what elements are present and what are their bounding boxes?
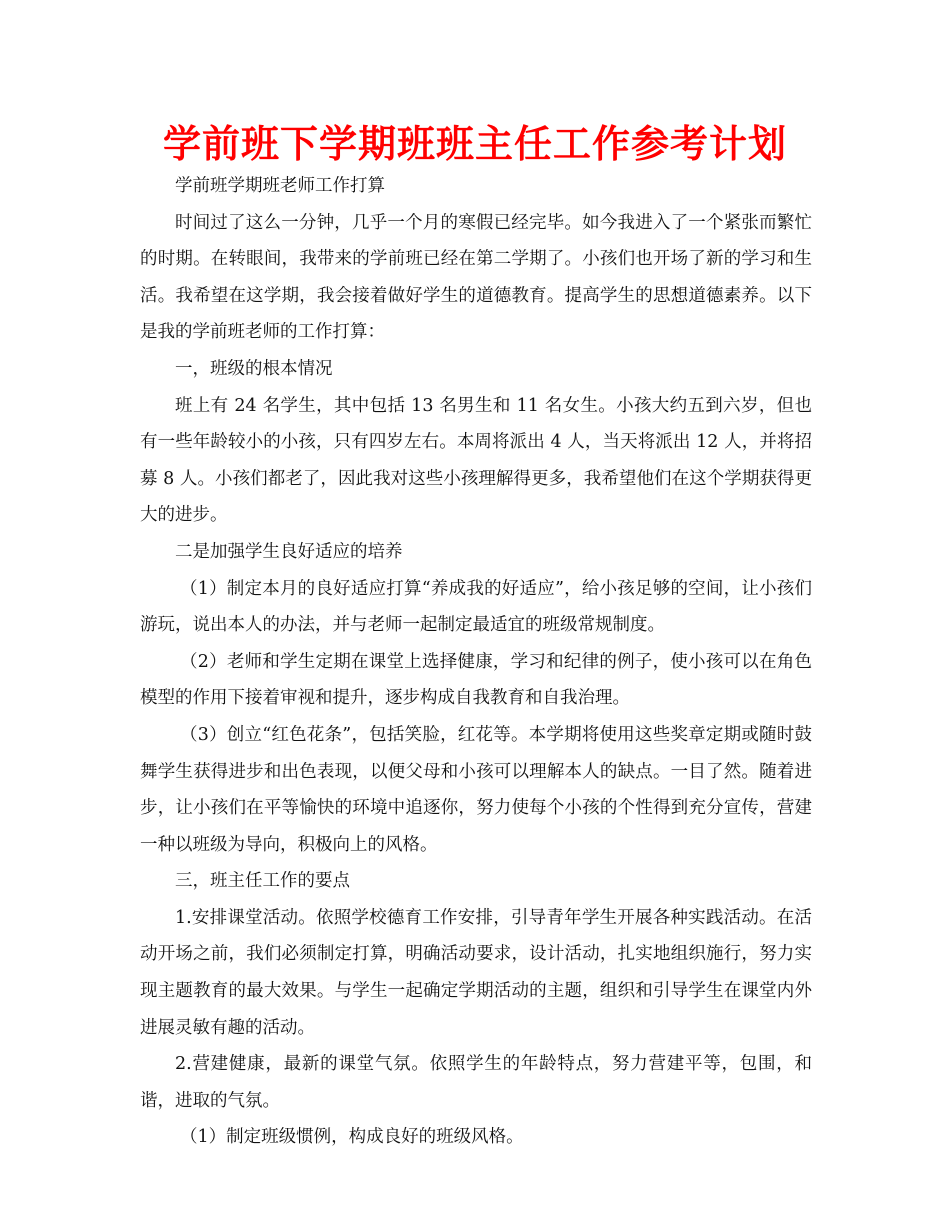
paragraph-class-overview: 班上有 24 名学生，其中包括 13 名男生和 11 名女生。小孩大约五到六岁，但也有一些年龄较小的小孩，只有四岁左右。本周将派出 4 人，当天将派出 12 人，并将招募 8 人。小孩们都老了，因此我对这些小孩理解得更多，我希望他们在这个学期获得更大的进步。 xyxy=(140,395,812,526)
section-heading-2: 二是加强学生良好适应的培养 xyxy=(175,541,403,562)
paragraph-item-2: （2）老师和学生定期在课堂上选择健康，学习和纪律的例子，使小孩可以在角色模型的作用下接着审视和提升，逐步构成自我教育和自我治理。 xyxy=(140,651,812,709)
paragraph-subpoint-1: （1）制定班级惯例，构成良好的班级风格。 xyxy=(180,1127,524,1148)
paragraph-point-2: 2.营建健康，最新的课堂气氛。依照学生的年龄特点，努力营建平等，包围，和谐，进取的气氛。 xyxy=(140,1054,812,1111)
document-subtitle: 学前班学期班老师工作打算 xyxy=(175,176,385,196)
document-body xyxy=(140,168,812,1156)
section-heading-1: 一，班级的根本情况 xyxy=(175,358,333,379)
paragraph-item-3: （3）创立“红色花条”，包括笑脸，红花等。本学期将使用这些奖章定期或随时鼓舞学生获得进步和出色表现，以便父母和小孩可以理解本人的缺点。一目了然。随着进步，让小孩们在平等愉快的环境中追逐你，努力使每个小孩的个性得到充分宣传，营建一种以班级为导向，积极向上的风格。 xyxy=(140,724,812,855)
paragraph-item-1: （1）制定本月的良好适应打算“养成我的好适应”，给小孩足够的空间，让小孩们游玩，说出本人的办法，并与老师一起制定最适宜的班级常规制度。 xyxy=(140,578,812,636)
paragraph-intro: 时间过了这么一分钟，几乎一个月的寒假已经完毕。如今我进入了一个紧张而繁忙的时期。在转眼间，我带来的学前班已经在第二学期了。小孩们也开场了新的学习和生活。我希望在这学期，我会接着做好学生的道德教育。提高学生的思想道德素养。以下是我的学前班老师的工作打算： xyxy=(140,212,812,343)
paragraph-point-1: 1.安排课堂活动。依照学校德育工作安排，引导青年学生开展各种实践活动。在活动开场之前，我们必须制定打算，明确活动要求，设计活动，扎实地组织施行，努力实现主题教育的最大效果。与学生一起确定学期活动的主题，组织和引导学生在课堂内外进展灵敏有趣的活动。 xyxy=(140,907,812,1038)
section-heading-3: 三，班主任工作的要点 xyxy=(175,871,350,892)
document-title: 学前班下学期班班主任工作参考计划 xyxy=(162,122,787,166)
